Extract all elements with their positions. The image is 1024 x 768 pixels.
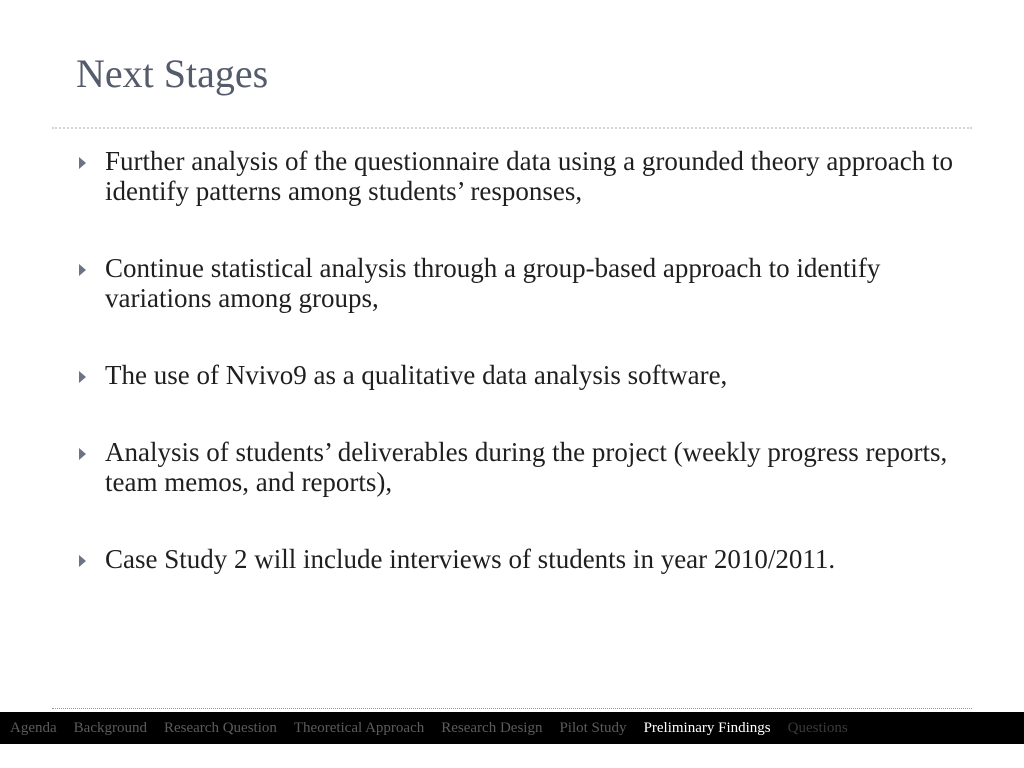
bullet-text: Continue statistical analysis through a group-based approach to identify variations among groups,	[105, 253, 881, 313]
triangle-right-icon	[79, 157, 86, 169]
bullet-item	[76, 146, 966, 206]
triangle-right-icon	[79, 371, 86, 383]
nav-item-questions[interactable]: Questions	[787, 719, 848, 736]
section-nav-bar	[0, 712, 1024, 744]
bullet-list	[76, 146, 966, 574]
title-divider	[52, 127, 972, 129]
triangle-right-icon	[79, 264, 86, 276]
bullet-text: Case Study 2 will include interviews of students in year 2010/2011.	[105, 544, 836, 574]
nav-item-pilot-study[interactable]: Pilot Study	[559, 719, 627, 736]
nav-item-research-question[interactable]: Research Question	[163, 719, 277, 736]
nav-item-research-design[interactable]: Research Design	[441, 719, 543, 736]
bullet-item	[76, 544, 966, 574]
bullet-text: Analysis of students’ deliverables during the project (weekly progress reports, team memos, and reports),	[105, 437, 948, 497]
bullet-item	[76, 360, 966, 390]
slide-title: Next Stages	[76, 51, 269, 96]
nav-item-background[interactable]: Background	[73, 719, 147, 736]
triangle-right-icon	[79, 555, 86, 567]
triangle-right-icon	[79, 448, 86, 460]
bullet-item	[76, 437, 966, 497]
nav-item-preliminary-findings[interactable]: Preliminary Findings	[643, 719, 771, 736]
bullet-text: The use of Nvivo9 as a qualitative data analysis software,	[105, 360, 728, 390]
bullet-text: Further analysis of the questionnaire data using a grounded theory approach to identify patterns among students’ responses,	[105, 146, 954, 206]
footer-divider	[52, 708, 972, 709]
bullet-item	[76, 253, 966, 313]
nav-item-agenda[interactable]: Agenda	[10, 719, 57, 736]
nav-item-theoretical-approach[interactable]: Theoretical Approach	[293, 719, 425, 736]
